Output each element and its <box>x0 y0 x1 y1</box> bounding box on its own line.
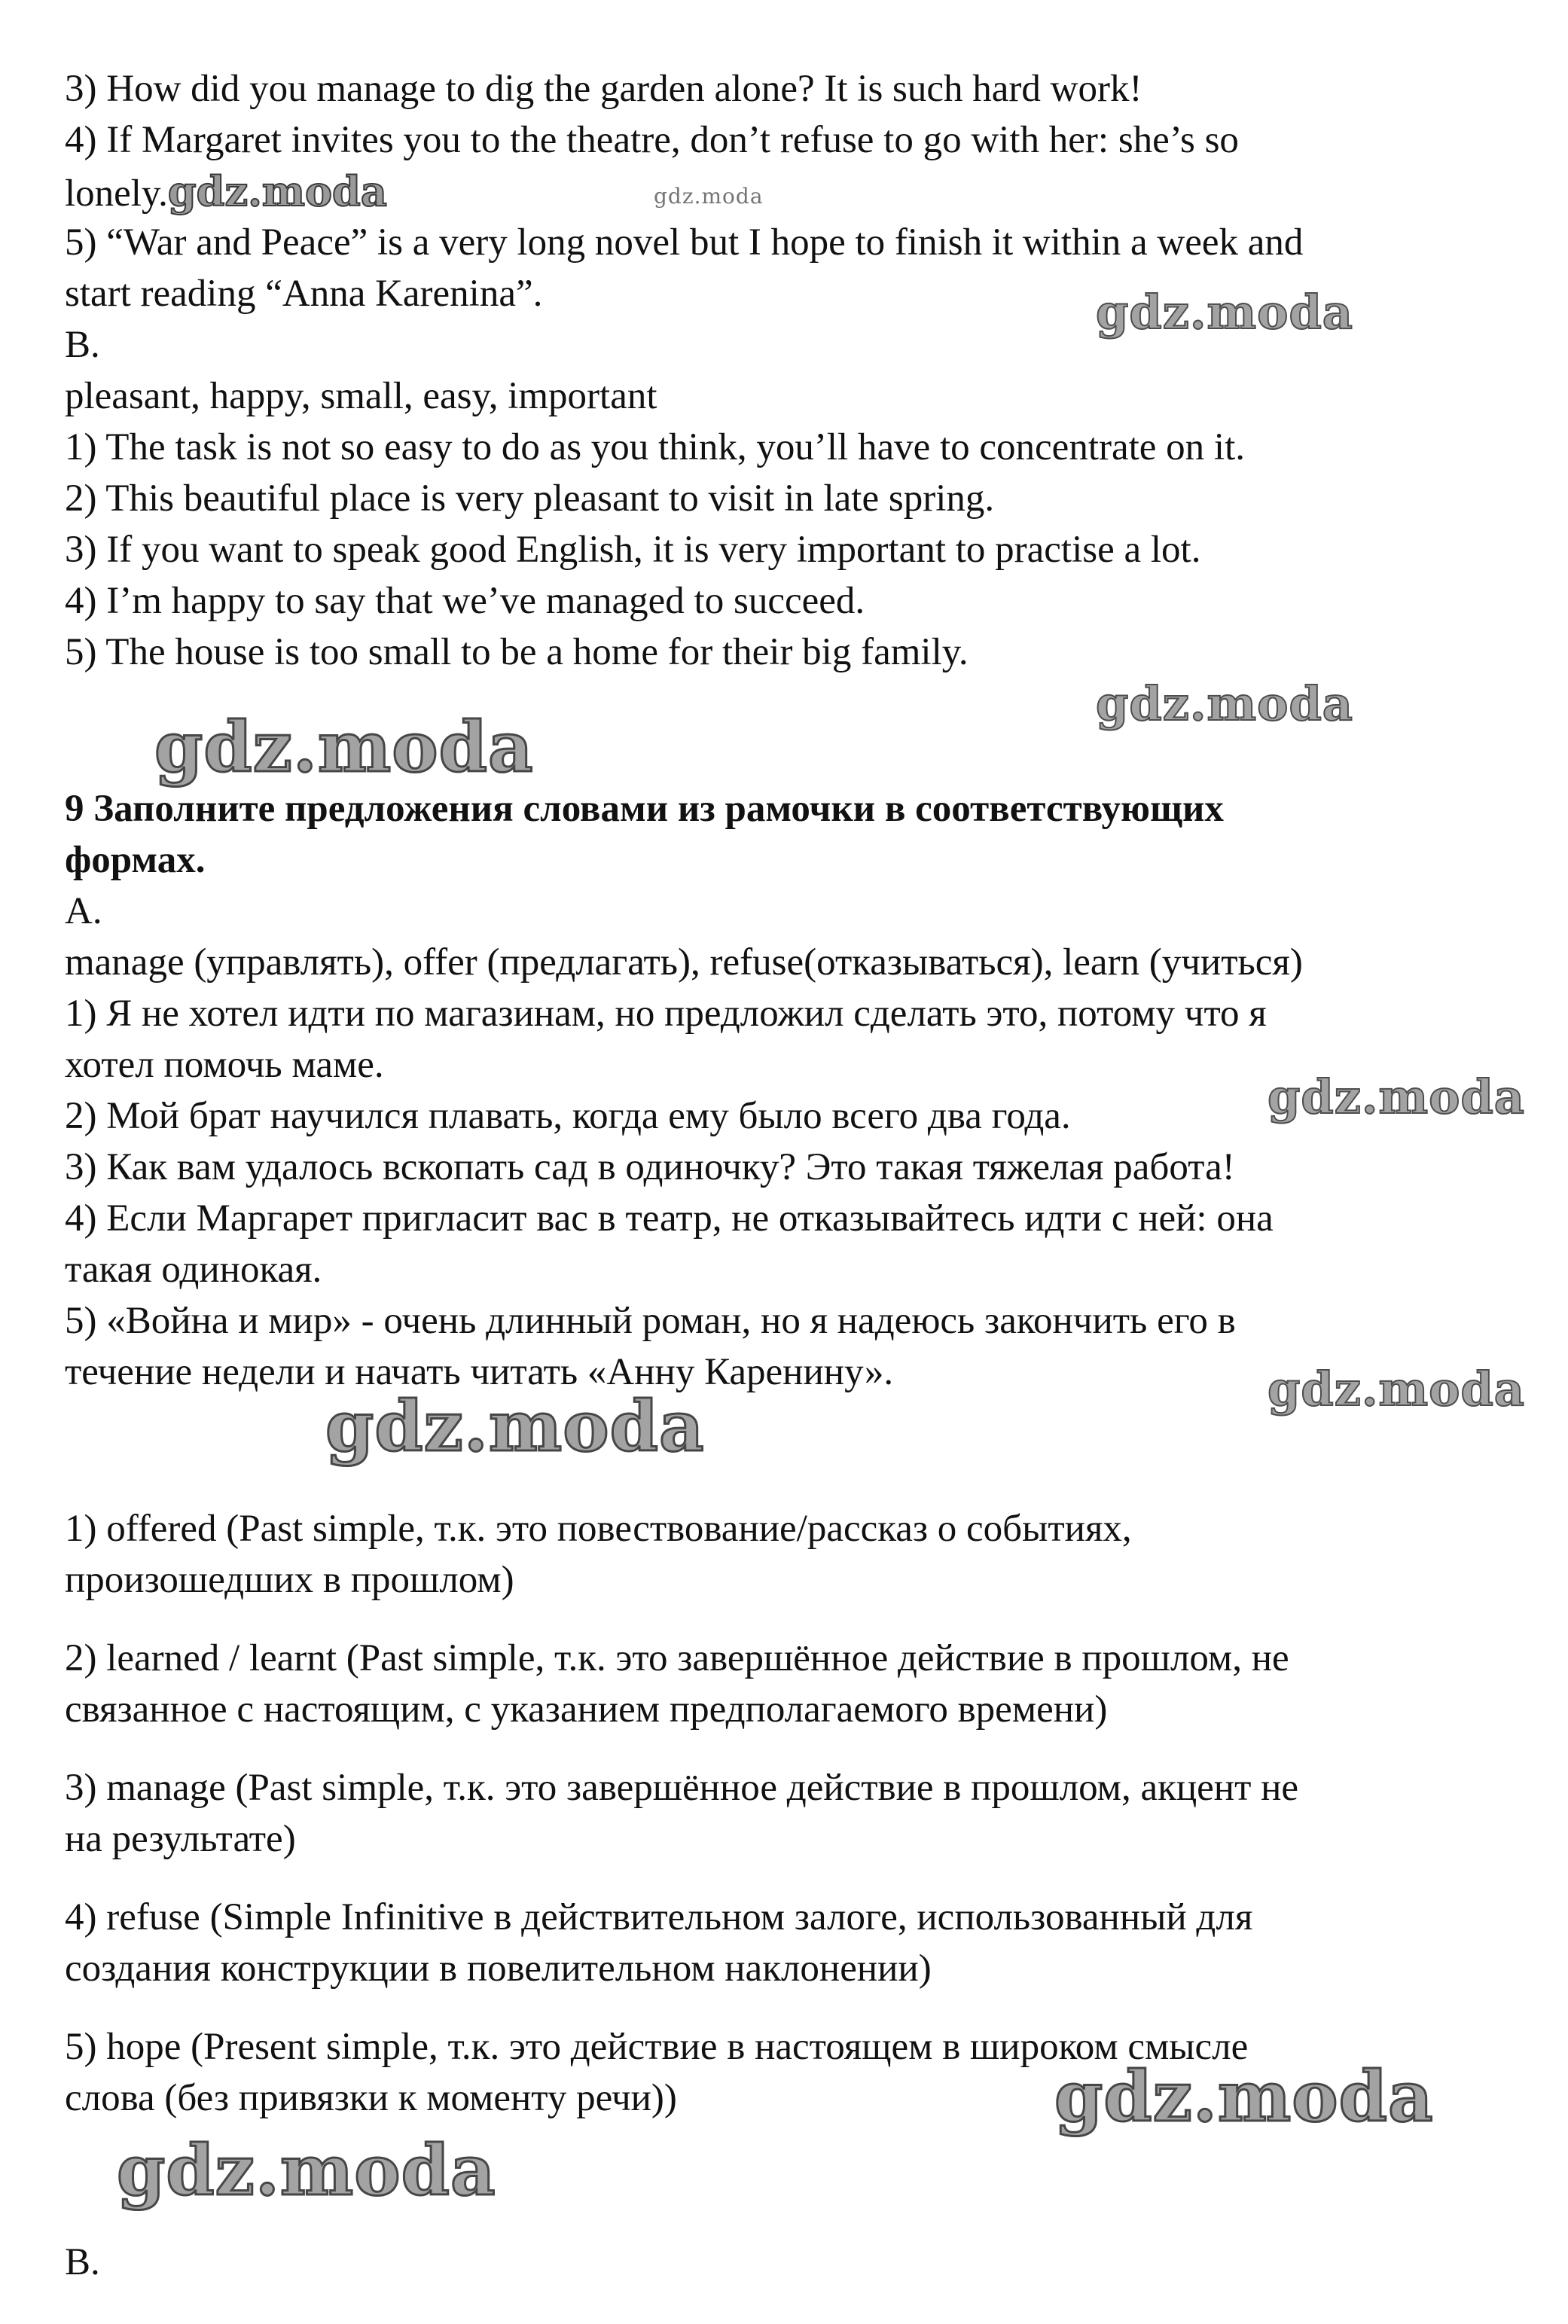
watermark-5: gdz.moda <box>1268 1362 1525 1417</box>
translation-5-line2: течение недели и начать читать «Анну Каренину». <box>65 1351 894 1393</box>
sentence-5-line2: start reading “Anna Karenina”. <box>65 273 543 315</box>
exercise-9-title: 9 Заполните предложения словами из рамочки в соответствующих <box>65 788 1224 830</box>
translation-1-line1: 1) Я не хотел идти по магазинам, но предложил сделать это, потому что я <box>65 993 1267 1035</box>
answer-4-line2: создания конструкции в повелительном наклонении) <box>65 1947 932 1990</box>
answer-2-line2: связанное с настоящим, с указанием предполагаемого времени) <box>65 1688 1108 1731</box>
part-b-label: B. <box>65 324 100 366</box>
sentence-4-line2 <box>65 166 387 219</box>
exercise-9-title-cont: формах. <box>65 839 206 881</box>
sentence-4-end: lonely. <box>65 172 168 215</box>
watermark-3: gdz.moda <box>154 706 534 788</box>
translation-2: 2) Мой брат научился плавать, когда ему было всего два года. <box>65 1095 1071 1137</box>
answer-5-line1: 5) hope (Present simple, т.к. это действие в настоящем в широком смысле <box>65 2026 1249 2068</box>
answer-1-line2: произошедших в прошлом) <box>65 1559 514 1601</box>
exercise-9-word-box: manage (управлять), offer (предлагать), refuse(отказываться), learn (учиться) <box>65 941 1303 984</box>
answer-5-line2: слова (без привязки к моменту речи)) <box>65 2077 677 2119</box>
watermark-6: gdz.moda <box>325 1386 705 1467</box>
exercise-9-part-a-label: А. <box>65 890 102 932</box>
translation-4-line1: 4) Если Маргарет пригласит вас в театр, не отказывайтесь идти с ней: она <box>65 1197 1274 1240</box>
translation-5-line1: 5) «Война и мир» - очень длинный роман, но я надеюсь закончить его в <box>65 1300 1236 1342</box>
part-b-item-3: 3) If you want to speak good English, it is very important to practise a lot. <box>65 529 1201 571</box>
part-b-item-1: 1) The task is not so easy to do as you think, you’ll have to concentrate on it. <box>65 426 1246 468</box>
answer-3-line1: 3) manage (Past simple, т.к. это завершённое действие в прошлом, акцент не <box>65 1767 1299 1809</box>
exercise-9-part-b-label: B. <box>65 2241 100 2283</box>
watermark-small: gdz.moda <box>654 184 764 209</box>
translation-1-line2: хотел помочь маме. <box>65 1044 384 1086</box>
answer-4-line1: 4) refuse (Simple Infinitive в действительном залоге, использованный для <box>65 1896 1253 1938</box>
watermark-4: gdz.moda <box>1268 1069 1525 1124</box>
part-b-item-2: 2) This beautiful place is very pleasant to visit in late spring. <box>65 477 995 520</box>
sentence-5-line1: 5) “War and Peace” is a very long novel but I hope to finish it within a week and <box>65 221 1304 264</box>
part-b-word-box: pleasant, happy, small, easy, important <box>65 375 657 417</box>
watermark-1: gdz.moda <box>1096 285 1353 340</box>
part-b-item-5: 5) The house is too small to be a home for their big family. <box>65 631 969 673</box>
translation-3: 3) Как вам удалось вскопать сад в одиночку? Это такая тяжелая работа! <box>65 1146 1235 1188</box>
translation-4-line2: такая одинокая. <box>65 1249 322 1291</box>
watermark-8: gdz.moda <box>117 2130 496 2211</box>
watermark-inline: gdz.moda <box>167 167 387 215</box>
watermark-7: gdz.moda <box>1054 2056 1434 2137</box>
answer-2-line1: 2) learned / learnt (Past simple, т.к. это завершённое действие в прошлом, не <box>65 1637 1289 1679</box>
sentence-4-line1: 4) If Margaret invites you to the theatre, don’t refuse to go with her: she’s so <box>65 119 1239 161</box>
answer-3-line2: на результате) <box>65 1818 296 1860</box>
part-b-item-4: 4) I’m happy to say that we’ve managed to succeed. <box>65 580 865 622</box>
sentence-3: 3) How did you manage to dig the garden alone? It is such hard work! <box>65 68 1142 110</box>
watermark-2: gdz.moda <box>1096 676 1353 731</box>
answer-1-line1: 1) offered (Past simple, т.к. это повествование/рассказ о событиях, <box>65 1508 1132 1550</box>
